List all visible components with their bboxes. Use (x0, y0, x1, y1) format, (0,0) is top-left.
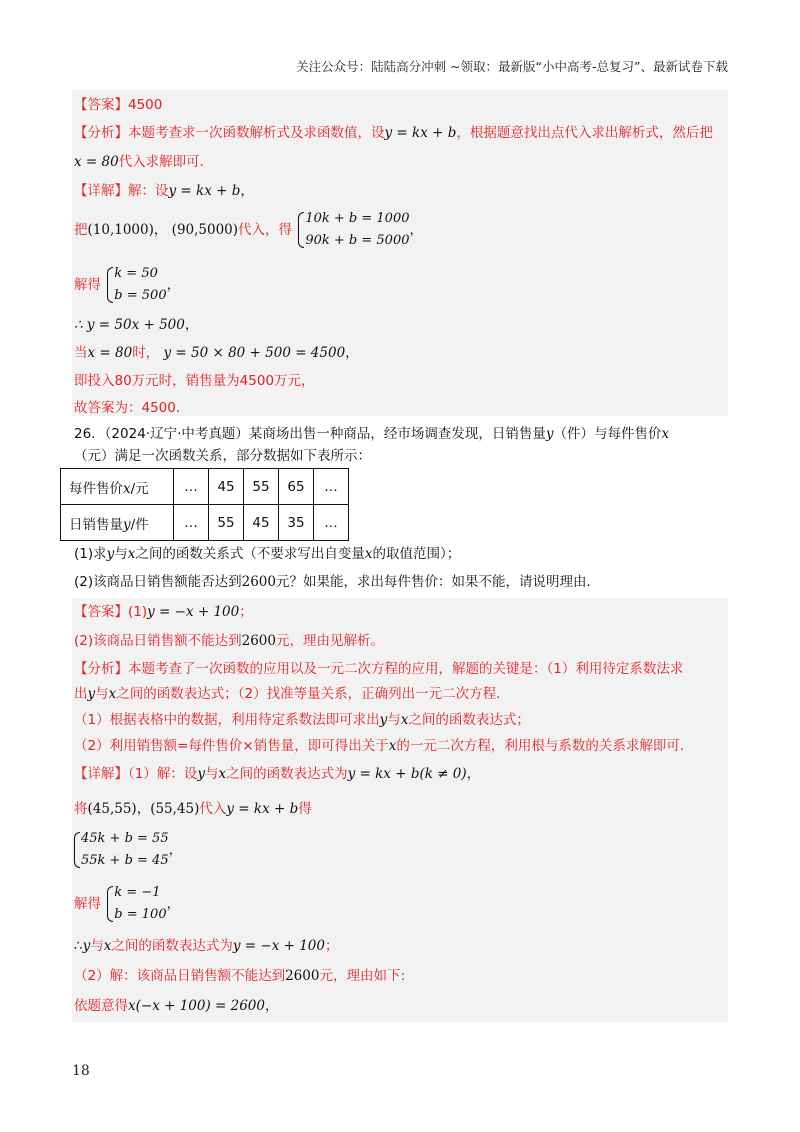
q26-part-1 (74, 545, 460, 563)
text: 【答案】(1) (74, 604, 148, 620)
q26-detail-line-1 (74, 765, 480, 783)
text: ， (168, 842, 183, 858)
var: x (123, 480, 131, 497)
var: x (127, 546, 136, 562)
table-cell: 55 (209, 505, 244, 541)
text: 的一元二次方程，利用根与系数的关系求解即可． (396, 738, 694, 754)
point-2: (90,5000) (171, 222, 239, 238)
text: 与 (204, 766, 219, 782)
text: 与 (95, 686, 109, 702)
text: 元，理由见解析。 (275, 633, 384, 649)
var: x (218, 766, 227, 782)
q26-answer-1 (74, 603, 253, 621)
table-row (61, 469, 349, 505)
var: y (106, 546, 115, 562)
text: 之间的函数表达式； (408, 712, 530, 728)
text: (1)求 (74, 546, 107, 562)
text: ， (466, 766, 481, 782)
var: y (379, 712, 388, 728)
text: 解得 (74, 277, 101, 293)
equation: k = −1 (114, 885, 161, 900)
q25-function-line (74, 316, 198, 334)
equation: b = 100 (114, 907, 167, 922)
point-1: (10,1000) (87, 222, 154, 238)
q26-equation-system-line (74, 828, 182, 872)
text: 时， (132, 345, 160, 361)
math-expr: x(−x + 100) = 2600 (128, 998, 265, 1014)
text: ， (166, 896, 181, 912)
table-header (61, 469, 174, 505)
text: 【详解】解：设 (74, 183, 169, 199)
table-cell: … (174, 469, 209, 505)
text: 元？如果能，求出每件售价：如果不能，请说明理由． (275, 574, 600, 590)
q25-analysis-line-1 (74, 124, 713, 142)
math-expr: y = 50 × 80 + 500 = 4500 (163, 345, 346, 361)
separator: ， (153, 222, 168, 238)
equation-system (298, 208, 409, 252)
q26-answer-2 (74, 632, 384, 650)
q25-substitute-line (74, 208, 423, 252)
text: 【分析】本题考查求一次函数解析式及求函数值，设 (74, 125, 385, 141)
text: （2）解：该商品日销售额不能达到 (74, 968, 286, 984)
page-number: 18 (72, 1063, 90, 1079)
separator: ， (136, 801, 151, 817)
math-expr: y = −x + 100 (232, 938, 325, 954)
q25-detail-line (74, 182, 254, 200)
number: 2600 (241, 633, 276, 649)
text: 元，理由如下: (319, 968, 406, 984)
var: x (661, 426, 670, 442)
text: 【详解】（1）解：设 (74, 766, 198, 782)
table-row (61, 505, 349, 541)
table-cell: … (314, 505, 349, 541)
math-expr: ∴ y = 50x + 500 (74, 317, 185, 333)
math-expr: x = 80 (87, 345, 133, 361)
table-cell: 65 (279, 469, 314, 505)
text: 代入求解即可． (118, 154, 214, 170)
text: 与 (114, 546, 128, 562)
text: 日销售量 (69, 516, 123, 533)
text: 与 (387, 712, 401, 728)
text: ； (239, 604, 253, 620)
table-cell: … (314, 469, 349, 505)
text: ， (345, 345, 359, 361)
text: (2)该商品日销售额能否达到 (74, 574, 242, 590)
text: (2)该商品日销售额不能达到 (74, 633, 242, 649)
q26-detail-line-2 (74, 800, 312, 818)
var: x (103, 938, 112, 954)
solution-system (107, 882, 166, 926)
text: 与 (90, 938, 104, 954)
var: x (400, 712, 409, 728)
var: y (87, 686, 96, 702)
text: /件 (130, 516, 149, 533)
text: 每件售价 (69, 480, 123, 497)
q26-analysis-line-4 (74, 737, 693, 755)
text: 当 (74, 345, 88, 361)
text: ，根据题意找出点代入求出解析式，然后把 (456, 125, 713, 141)
var: x (108, 686, 117, 702)
table-cell: 45 (209, 469, 244, 505)
var: y (197, 766, 205, 782)
equation: 10k + b = 1000 (305, 211, 410, 226)
var: y (123, 516, 131, 533)
math-expr: y = kx + b (168, 183, 241, 199)
q25-analysis-line-2 (74, 153, 213, 171)
text: 得 (298, 801, 312, 817)
table-cell: 55 (244, 469, 279, 505)
text: /元 (130, 480, 149, 497)
math-expr: x = 80 (74, 154, 119, 170)
page-header: 关注公众号：陆陆高分冲刺 ~领取：最新版“小中高考-总复习”、最新试卷下载 (296, 59, 728, 74)
text: ， (184, 317, 199, 333)
q26-stem-line-2: （元）满足一次函数关系，部分数据如下表所示： (74, 448, 371, 464)
text: ， (240, 183, 254, 199)
math-expr: y = kx + b (384, 125, 457, 141)
q26-stem-line-1 (74, 425, 669, 443)
q26-analysis-line-2 (74, 685, 510, 703)
text: 将 (74, 801, 88, 817)
text: 依题意得 (74, 998, 128, 1014)
equation: 90k + b = 5000 (305, 233, 410, 248)
table-cell: 35 (279, 505, 314, 541)
q25-result: 即投入80万元时，销售量为4500万元， (74, 373, 315, 389)
math-expr: y = −x + 100 (147, 604, 240, 620)
q26-analysis-line-1: 【分析】本题考查了一次函数的应用以及一元二次方程的应用，解题的关键是：（1）利用待定系数法求 (74, 661, 684, 677)
equation: 55k + b = 45 (81, 853, 169, 868)
q26-part-2 (74, 573, 600, 591)
text: 把 (74, 222, 88, 238)
point-1: (45,55) (87, 801, 137, 817)
text: 之间的函数表达式为 (226, 766, 348, 782)
math-expr: y = kx + b (226, 801, 299, 817)
text: 之间的函数关系式（不要求写出自变量 (135, 546, 365, 562)
q26-solve-line (74, 882, 180, 926)
table-cell: … (174, 505, 209, 541)
number: 2600 (285, 968, 320, 984)
text: ， (166, 277, 181, 293)
equation: b = 500 (114, 288, 167, 303)
q25-answer: 【答案】4500 (74, 97, 163, 113)
equation: 45k + b = 55 (81, 831, 169, 846)
var: x (364, 546, 373, 562)
text: （件）与每件售价 (553, 426, 662, 442)
text: 解得 (74, 896, 101, 912)
point-2: (55,45) (150, 801, 200, 817)
math-expr: y = kx + b(k ≠ 0) (347, 766, 467, 782)
text: ； (324, 938, 339, 954)
number: 2600 (241, 574, 276, 590)
var: y (82, 938, 91, 954)
q25-when-line (74, 344, 359, 362)
text: 代入 (199, 801, 227, 817)
q26-analysis-line-3 (74, 711, 530, 729)
text: （1）根据表格中的数据，利用待定系数法即可求出 (74, 712, 380, 728)
text: 26．（2024·辽宁·中考真题）某商场出售一种商品，经市场调查发现，日销售量 (74, 426, 546, 442)
text: ， (409, 222, 423, 238)
text: 的取值范围）； (372, 546, 461, 562)
text: ， (264, 998, 279, 1014)
text: （2）利用销售额=每件售价×销售量，即可得出关于 (74, 738, 389, 754)
text: 出 (74, 686, 88, 702)
text: ∴ (74, 938, 83, 954)
equation: k = 50 (114, 266, 158, 281)
q26-equation-line (74, 997, 278, 1015)
text: 之间的函数表达式为 (111, 938, 233, 954)
var: y (545, 426, 554, 442)
price-sales-table (60, 468, 349, 541)
q25-solve-line (74, 263, 180, 307)
q26-function-line (74, 937, 338, 955)
q25-final-answer: 故答案为：4500． (74, 400, 190, 416)
equation-system (74, 828, 169, 872)
q26-part-2-detail (74, 967, 405, 985)
table-cell: 45 (244, 505, 279, 541)
text: 代入，得 (238, 222, 293, 238)
solution-system (107, 263, 166, 307)
text: 之间的函数表达式；（2）找准等量关系，正确列出一元二次方程． (116, 686, 510, 702)
table-header (61, 505, 174, 541)
var: x (388, 738, 397, 754)
